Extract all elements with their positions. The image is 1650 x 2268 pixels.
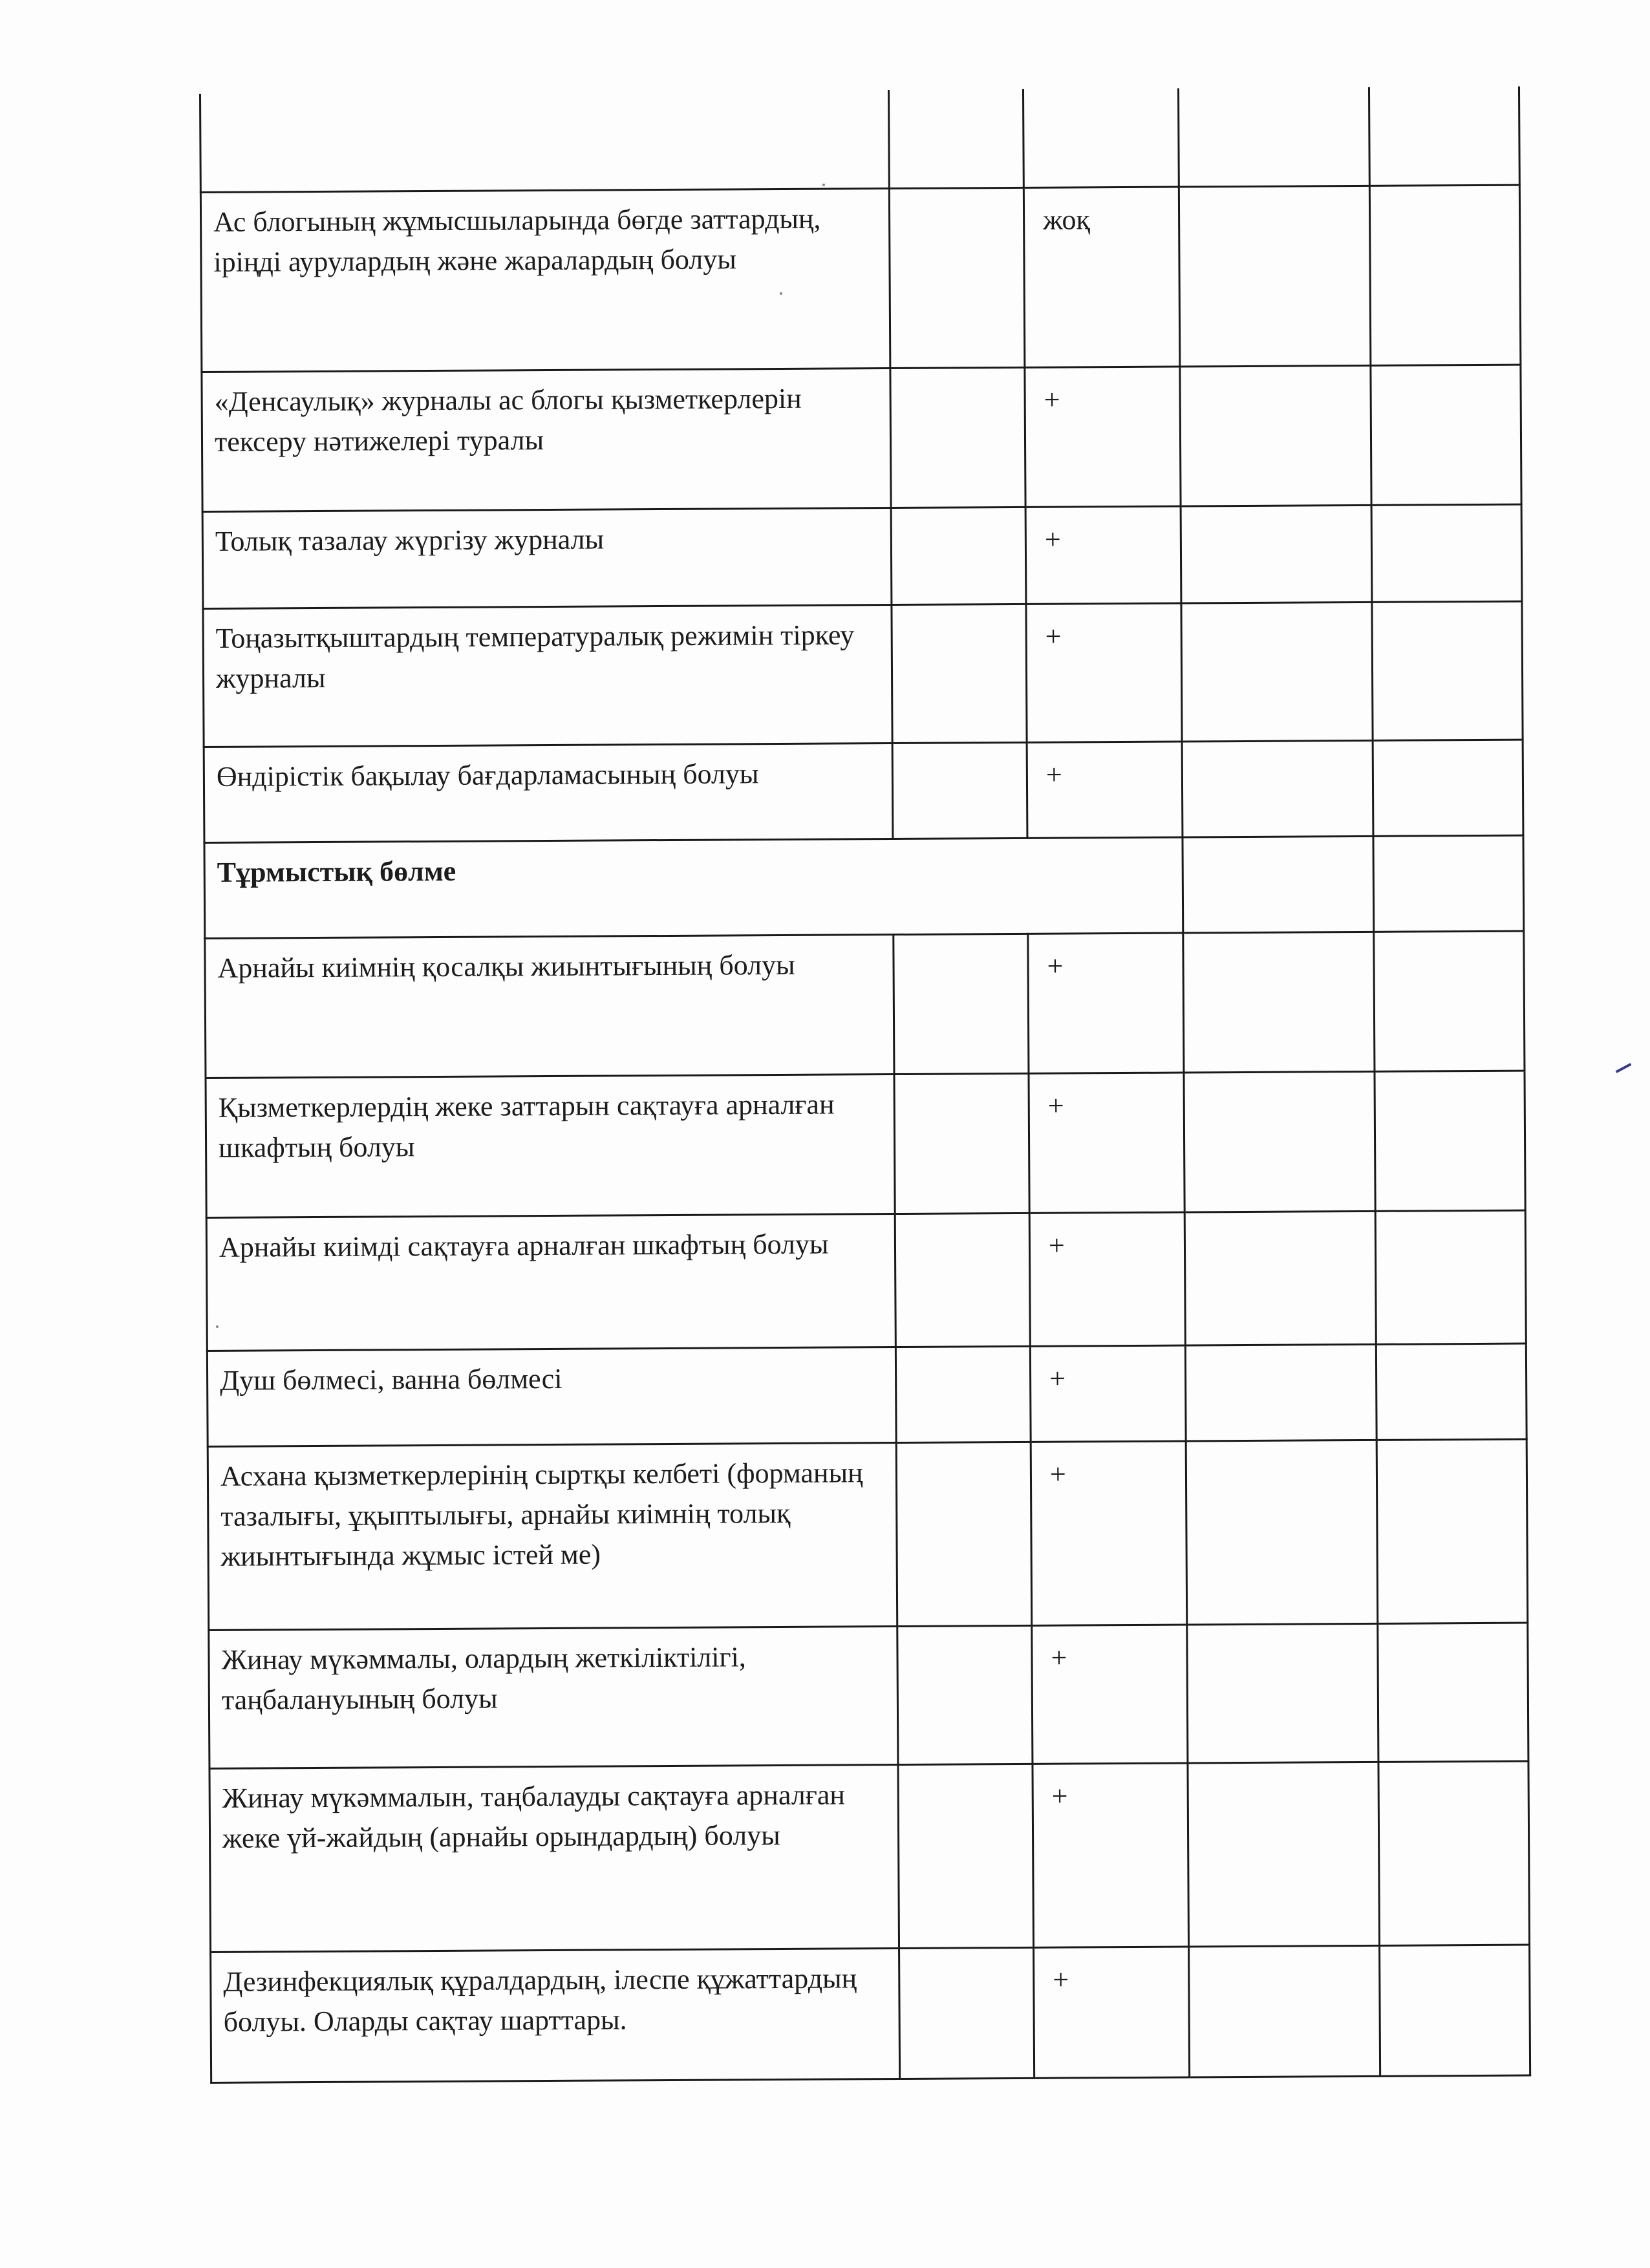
blank-cell (888, 89, 1023, 188)
item-cell: Жинау мүкәммалын, таңбалауды сақтауға арналған жеке үй-жайдың (арнайы орындардың) болуы (209, 1764, 899, 1952)
mark-cell (1033, 1763, 1189, 1947)
mark-value: + (1044, 383, 1060, 416)
item-cell: Тоңазытқыштардың температуралық режимін тіркеу журналы (203, 604, 892, 747)
item-cell: Толық тазалау жүргізу журналы (202, 508, 892, 608)
item-cell: Қызметкерлердің жеке заттарын сақтауға арналған шкафтың болуы (206, 1074, 895, 1217)
blank-cell (891, 507, 1026, 604)
blank-cell (1187, 1623, 1378, 1763)
blank-cell (1188, 1762, 1380, 1947)
blank-cell (896, 1442, 1032, 1626)
mark-cell (1025, 367, 1181, 507)
table-row (209, 1761, 1530, 1952)
blank-cell (1378, 1761, 1530, 1945)
item-cell: Өндірістік бақылау бағдарламасының болуы (204, 743, 893, 842)
blank-cell (894, 1073, 1029, 1214)
item-cell: Жинау мүкәммалы, олардың жеткіліктілігі, таңбалануының болуы (209, 1626, 898, 1768)
mark-value: + (1049, 1362, 1066, 1395)
mark-cell (1028, 933, 1184, 1073)
mark-value: + (1048, 1229, 1065, 1261)
blank-cell (1375, 1210, 1526, 1344)
blank-cell (1377, 1439, 1528, 1623)
table-row (206, 1210, 1526, 1351)
blank-cell (1373, 835, 1524, 932)
table-row (206, 1071, 1525, 1217)
mark-cell (1027, 742, 1183, 838)
blank-cell (1186, 1440, 1378, 1625)
blank-cell (1182, 740, 1373, 837)
mark-cell (1026, 603, 1182, 742)
blank-cell (1181, 602, 1373, 742)
blank-cell (1179, 186, 1371, 367)
blank-cell (894, 934, 1029, 1074)
mark-cell (1025, 506, 1181, 604)
blank-cell (1373, 740, 1523, 836)
blank-cell (1371, 504, 1522, 602)
table-row (211, 1945, 1530, 2082)
mark-value: + (1045, 758, 1062, 791)
mark-value: + (1049, 1458, 1066, 1490)
item-cell: Ас блогының жұмысшыларында бөгде заттардың, іріңді аурулардың және жаралардың болуы (200, 188, 890, 372)
blank-cell (899, 1947, 1034, 2079)
blank-cell (892, 604, 1027, 743)
table-row (209, 1623, 1528, 1768)
blank-cell (889, 187, 1025, 368)
section-heading: Тұрмыстық бөлме (204, 837, 1183, 938)
blank-cell (1372, 601, 1523, 740)
blank-cell (1184, 1211, 1376, 1345)
mark-cell (1029, 1073, 1184, 1213)
table-row (204, 740, 1523, 842)
blank-cell (1178, 87, 1369, 187)
item-cell (200, 90, 889, 192)
blank-cell (895, 1213, 1030, 1347)
mark-value: + (1051, 1780, 1068, 1812)
blank-cell (1180, 365, 1371, 506)
blank-cell (1371, 365, 1521, 505)
item-cell: Асхана қызметкерлерінің сыртқы келбеті (форманың тазалығы, ұқыптылығы, арнайы киімнің толық жиынтығында жұмыс істей ме) (208, 1442, 897, 1630)
table-row (203, 601, 1523, 747)
mark-value: + (1044, 523, 1061, 555)
checklist-table (199, 87, 1531, 2084)
item-cell: «Денсаулық» журналы ас блогы қызметкерлерін тексеру нәтижелері туралы (202, 368, 891, 511)
blank-cell (1189, 1945, 1380, 2077)
blank-cell (1181, 505, 1372, 603)
mark-value: + (1045, 620, 1062, 652)
table-row (202, 365, 1521, 511)
table-row (200, 185, 1521, 372)
blank-cell (1380, 1945, 1530, 2076)
blank-cell (1369, 87, 1519, 186)
blank-cell (1378, 1623, 1528, 1762)
scan-speck (216, 1325, 219, 1328)
mark-value: + (1047, 950, 1064, 982)
table-row (202, 504, 1522, 608)
mark-value: + (1047, 1089, 1064, 1122)
mark-value: жоқ (1042, 203, 1090, 236)
blank-cell (897, 1625, 1033, 1764)
mark-cell (1029, 1212, 1185, 1346)
scan-speck (822, 184, 825, 186)
blank-cell (1374, 931, 1525, 1071)
blank-cell (1376, 1343, 1527, 1440)
mark-cell (1031, 1441, 1187, 1625)
item-cell: Дезинфекциялық құралдардың, ілеспе құжаттардың болуы. Оларды сақтау шарттары. (211, 1948, 900, 2082)
blank-cell (898, 1764, 1034, 1948)
scan-speck (780, 292, 782, 295)
pen-tick-mark (1616, 1063, 1632, 1073)
mark-value: + (1053, 1963, 1069, 1996)
blank-cell (1183, 836, 1374, 933)
mark-value: + (1051, 1642, 1067, 1674)
table-row (200, 87, 1519, 192)
mark-cell (1030, 1345, 1186, 1442)
mark-cell (1032, 1625, 1188, 1764)
mark-cell (1034, 1946, 1190, 2077)
blank-cell (1375, 1071, 1525, 1211)
item-cell: Арнайы киімді сақтауға арналған шкафтың болуы (206, 1214, 895, 1351)
table-row (205, 931, 1525, 1078)
table-row (208, 1439, 1528, 1630)
item-cell: Арнайы киімнің қосалқы жиынтығының болуы (205, 934, 894, 1078)
blank-cell (890, 367, 1025, 508)
table-row (207, 1343, 1527, 1446)
blank-cell (895, 1346, 1031, 1442)
blank-cell (1185, 1344, 1377, 1441)
blank-cell (1369, 185, 1521, 365)
mark-cell (1023, 187, 1180, 367)
blank-cell (892, 742, 1027, 839)
blank-cell (1184, 1071, 1375, 1212)
section-row (204, 835, 1524, 938)
item-cell: Душ бөлмесі, ванна бөлмесі (207, 1347, 896, 1446)
blank-cell (1183, 932, 1375, 1073)
mark-cell (1023, 89, 1179, 187)
